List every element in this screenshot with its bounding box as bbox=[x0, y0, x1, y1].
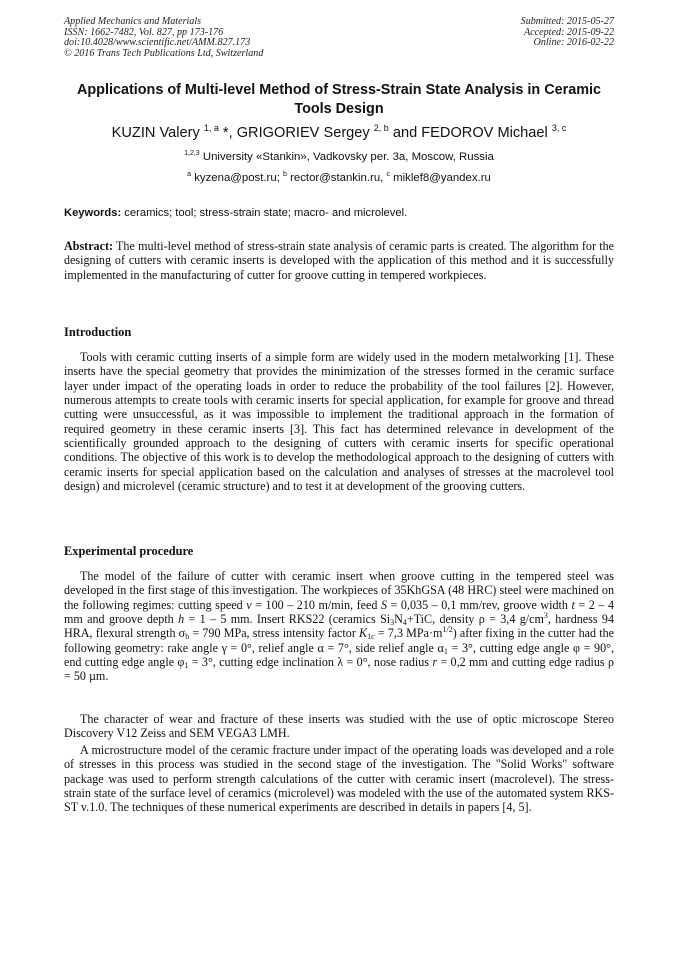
text-run: = 3°, cutting edge angle φ = 90°, end cutting edge angle φ bbox=[64, 640, 615, 670]
author-2-sup: 2, b bbox=[373, 123, 389, 133]
text-run: The model of the failure of cutter with ceramic insert when groove cutting in the tempered steel was developed in the first stage of this investigation. The workpieces of 35KhGSA (48 HRC) steel were machined on the following regimes: cutting speed bbox=[64, 569, 614, 612]
text-run: = 0,035 – 0,1 mm/rev, groove width bbox=[387, 597, 572, 612]
author-2-name: GRIGORIEV Sergey bbox=[236, 125, 374, 141]
journal-name: Applied Mechanics and Materials bbox=[64, 16, 202, 27]
abstract-text: The multi-level method of stress-strain state analysis of ceramic parts is created. The algorithm for the designing of cutters with ceramic inserts is developed with the application of this method and it is successfully implemented in the manufacturing of cutter for groove cutting in tempered workpieces. bbox=[64, 239, 614, 282]
email-a: kyzena@post.ru; bbox=[191, 172, 284, 184]
text-run: = 2 – 4 mm and groove depth bbox=[64, 597, 614, 627]
subscript: 1 bbox=[184, 661, 189, 671]
text-run: = 1 – 5 mm. Insert RKS22 (ceramics Si bbox=[184, 612, 391, 627]
experimental-heading: Experimental procedure bbox=[64, 544, 194, 558]
var-k: K bbox=[359, 626, 368, 641]
experimental-paragraph-3: A microstructure model of the ceramic fracture under impact of the operating loads was developed and a role of stresses in this process was studied in the second stage of the investigation. The "Solid Works" software package was used to perform strength calculations of the cutter with ceramic insert (macrolevel). The stress-strain state of the surface level of ceramics (microlevel) was modeled with the use of the automated system RKS-ST v.1.0. The techniques of these numerical experiments are described in details in papers [4, 5]. bbox=[64, 743, 614, 815]
author-3-sup: 3, c bbox=[551, 123, 567, 133]
online-date: Online: 2016-02-22 bbox=[533, 37, 614, 49]
introduction-heading: Introduction bbox=[64, 325, 132, 339]
keywords bbox=[64, 206, 614, 220]
author-1-sup: 1, a bbox=[203, 123, 219, 133]
text-run: = 790 MPa, stress intensity factor bbox=[189, 626, 360, 641]
author-list bbox=[64, 124, 614, 142]
text-run: , hardness 94 HRA, flexural strength σ bbox=[64, 612, 614, 641]
affiliation-text: University «Stankin», Vadkovsky per. 3a, Moscow, Russia bbox=[199, 151, 494, 163]
subscript: 4 bbox=[402, 618, 407, 628]
text-run: = 7,3 MPa·m bbox=[374, 626, 443, 641]
text-run: = 100 – 210 m/min, feed bbox=[251, 597, 381, 612]
keywords-label: Keywords: bbox=[64, 207, 122, 219]
text-run: +TiC, density ρ = 3,4 g/cm bbox=[406, 612, 544, 627]
journal-copyright: © 2016 Trans Tech Publications Ltd, Switzerland bbox=[64, 48, 264, 60]
keywords-text: ceramics; tool; stress-strain state; macro- and microlevel. bbox=[121, 207, 408, 219]
superscript: 1/2 bbox=[442, 625, 453, 635]
email-b-sup: b bbox=[283, 171, 287, 178]
var-t: t bbox=[571, 597, 575, 612]
accepted-date: Accepted: 2015-09-22 bbox=[524, 26, 614, 38]
experimental-paragraph-2: The character of wear and fracture of these inserts was studied with the use of optic microscope Stereo Discovery V12 Zeiss and SEM VEGA3 LMH. bbox=[64, 712, 614, 741]
subscript: 1c bbox=[367, 632, 375, 642]
var-v: v bbox=[246, 597, 252, 612]
author-and: and bbox=[388, 125, 422, 141]
author-3-name: FEDOROV Michael bbox=[421, 125, 552, 141]
email-b: rector@stankin.ru, bbox=[286, 172, 387, 184]
subscript: b bbox=[185, 632, 190, 642]
var-s: S bbox=[380, 597, 388, 612]
abstract-label: Abstract: bbox=[64, 239, 114, 253]
journal-doi: doi:10.4028/www.scientific.net/AMM.827.173 bbox=[64, 37, 251, 49]
text-run: N bbox=[394, 612, 403, 627]
email-c: miklef8@yandex.ru bbox=[390, 172, 491, 184]
text-run: = 3°, cutting edge inclination λ = 0°, nose radius bbox=[188, 655, 433, 670]
journal-header-right bbox=[521, 17, 614, 49]
introduction-paragraph: Tools with ceramic cutting inserts of a simple form are widely used in the modern metalworking [1]. These inserts have the special geometry that provides the minimization of the stresses formed in the ceramic surface layer under impact of the operating loads in order to reduce the probability of the tool failures [2]. However, numerous attempts to create tools with ceramic inserts for special application, for example for groove and thread cutting were unsuccessful, as it was impossible to implement the traditional approach in the formation of required geometry in these ceramic inserts [3]. This fact has determined relevance in development of the scientifically grounded approach to the designing of cutters with ceramic inserts for specific operational conditions. The objective of this work is to develop the methodological approach to the designing of cutters with ceramic inserts for special application based on the calculation and analyses of stresses at the macrolevel tool design) and microlevel (ceramic structure) and to test it at development of the grooving cutters. bbox=[64, 350, 614, 494]
author-1-name: KUZIN Valery bbox=[111, 125, 204, 141]
email-a-sup: a bbox=[187, 171, 192, 178]
affiliation-sup: 1,2,3 bbox=[184, 150, 200, 157]
author-1-mark: *, bbox=[218, 125, 237, 141]
superscript: 3 bbox=[543, 611, 548, 621]
text-run: = 0,2 mm and cutting edge radius ρ = 50 µm. bbox=[64, 655, 614, 684]
subscript: 1 bbox=[443, 646, 448, 656]
abstract bbox=[64, 239, 614, 282]
author-emails bbox=[64, 171, 614, 185]
paper-title: Applications of Multi-level Method of Stress-Strain State Analysis in Ceramic Tools Design bbox=[76, 82, 602, 117]
var-r: r bbox=[432, 655, 438, 670]
var-h: h bbox=[178, 612, 185, 627]
affiliation bbox=[64, 150, 614, 164]
text-run: ) after fixing in the cutter had the following geometry: rake angle γ = 0°, relief angle α = 7°, side relief angle α bbox=[64, 626, 614, 655]
experimental-paragraph-1 bbox=[64, 569, 614, 684]
journal-header-left bbox=[64, 17, 263, 60]
email-c-sup: c bbox=[386, 171, 390, 178]
journal-issn: ISSN: 1662-7482, Vol. 827, pp 173-176 bbox=[64, 26, 224, 38]
submitted-date: Submitted: 2015-05-27 bbox=[520, 16, 614, 27]
subscript: 3 bbox=[390, 618, 395, 628]
